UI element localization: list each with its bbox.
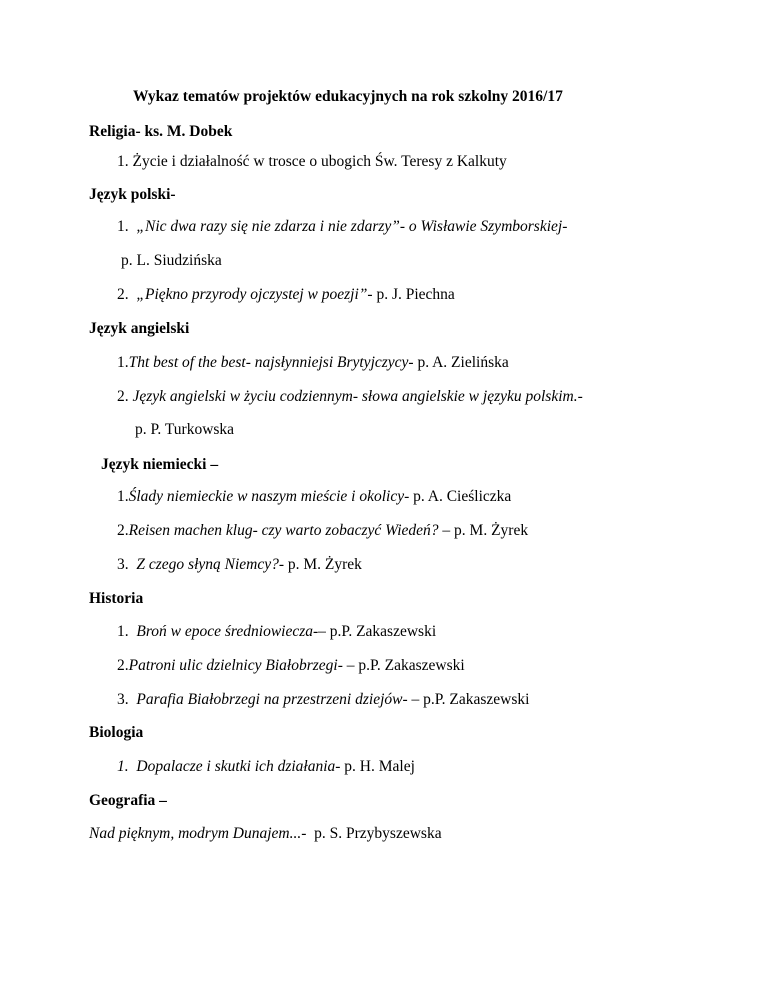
angielski-item-2	[117, 388, 583, 406]
item-title: Patroni ulic dzielnicy Białobrzegi-	[128, 657, 343, 674]
item-number: 3.	[117, 556, 129, 573]
item-number: 2.	[117, 657, 129, 674]
item-teacher: - p. H. Malej	[335, 758, 415, 775]
item-title: „Nic dwa razy się nie zdarza i nie zdarzy”- o Wisławie Szymborskiej-	[136, 218, 568, 235]
item-number: 2.	[117, 388, 129, 405]
polski-item-1-teacher: p. L. Siudzińska	[121, 252, 222, 269]
item-teacher: - p. J. Piechna	[367, 286, 455, 303]
item-title: Tht best of the best- najsłynniejsi Brytyjczycy	[128, 354, 409, 371]
item-title: Dopalacze i skutki ich działania	[136, 758, 336, 775]
item-number: 1.	[117, 488, 129, 505]
item-title: Język angielski w życiu codziennym- słowa angielskie w języku polskim.-	[132, 388, 583, 405]
niemiecki-item-3	[117, 556, 362, 574]
historia-item-3	[117, 691, 529, 709]
item-teacher: p. S. Przybyszewska	[306, 825, 442, 842]
item-title: Parafia Białobrzegi na przestrzeni dziejów-	[136, 691, 408, 708]
item-number: 1.	[117, 758, 129, 775]
angielski-heading: Język angielski	[89, 320, 190, 337]
historia-item-2	[117, 657, 465, 675]
item-title: Z czego słyną Niemcy?	[136, 556, 279, 573]
niemiecki-item-1	[117, 488, 511, 506]
item-number: 2.	[117, 286, 129, 303]
item-title: „Piękno przyrody ojczystej w poezji”	[136, 286, 368, 303]
historia-item-1	[117, 623, 436, 641]
item-number: 1.	[117, 153, 129, 170]
geografia-heading: Geografia –	[89, 792, 167, 809]
polski-heading: Język polski-	[89, 186, 176, 203]
item-teacher: – p.P. Zakaszewski	[342, 657, 465, 674]
geografia-item-1	[89, 825, 442, 843]
item-text: Życie i działalność w trosce o ubogich Św. Teresy z Kalkuty	[132, 153, 507, 170]
biologia-heading: Biologia	[89, 724, 144, 741]
item-title: Broń w epoce średniowiecza	[136, 623, 314, 640]
religia-item-1	[117, 153, 507, 171]
item-number: 1.	[117, 623, 129, 640]
item-teacher: - p. A. Zielińska	[408, 354, 509, 371]
biologia-item-1	[117, 758, 415, 776]
item-number: 1.	[117, 218, 129, 235]
polski-item-2	[117, 286, 455, 304]
polski-item-1	[117, 218, 567, 236]
item-teacher: - p. M. Żyrek	[278, 556, 362, 573]
item-title: Nad pięknym, modrym Dunajem...-	[89, 825, 307, 842]
niemiecki-item-2	[117, 522, 528, 540]
angielski-item-1	[117, 354, 509, 372]
item-teacher: – p.P. Zakaszewski	[407, 691, 530, 708]
item-number: 3.	[117, 691, 129, 708]
item-number: 1.	[117, 354, 129, 371]
item-teacher: – p. M. Żyrek	[438, 522, 529, 539]
niemiecki-heading: Język niemiecki –	[101, 456, 219, 473]
historia-heading: Historia	[89, 590, 144, 607]
item-teacher: - p. A. Cieśliczka	[404, 488, 512, 505]
angielski-item-2-teacher: p. P. Turkowska	[135, 421, 235, 438]
item-title: Ślady niemieckie w naszym mieście i okolicy	[128, 488, 405, 505]
item-number: 2.	[117, 522, 129, 539]
item-title: Reisen machen klug- czy warto zobaczyć Wiedeń?	[128, 522, 439, 539]
item-teacher: -– p.P. Zakaszewski	[313, 623, 437, 640]
page-title: Wykaz tematów projektów edukacyjnych na rok szkolny 2016/17	[133, 88, 563, 105]
religia-heading: Religia- ks. M. Dobek	[89, 123, 233, 140]
